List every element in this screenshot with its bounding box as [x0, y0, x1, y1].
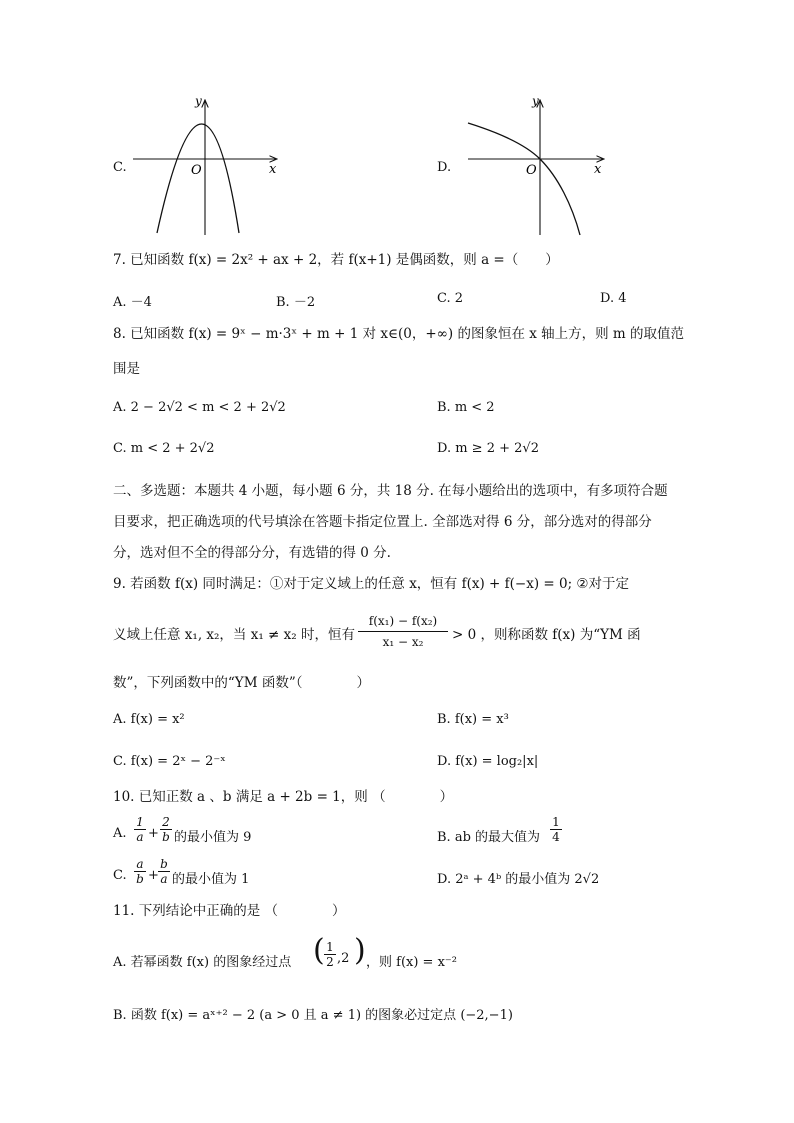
q9-fraction	[358, 614, 448, 649]
frac-num: 1	[324, 940, 336, 955]
q8-option-a: A. 2 − 2√2 < m < 2 + 2√2	[113, 400, 286, 415]
question-8-line2: 围是	[113, 361, 140, 377]
section-2-line3: 分，选对但不全的得部分分，有选错的得 0 分.	[113, 545, 391, 561]
question-9-line1: 9. 若函数 f(x) 同时满足：①对于定义域上的任意 x，恒有 f(x) + f(−x) = 0; ②对于定	[113, 576, 630, 592]
origin-label: O	[526, 163, 537, 178]
q7-option-d: D. 4	[600, 291, 627, 306]
q10-option-c-text: 的最小值为 1	[172, 872, 250, 887]
q11-a-point: ,2	[337, 951, 350, 966]
question-11: 11. 下列结论中正确的是 （ ）	[113, 903, 346, 919]
q10-option-c-label: C.	[113, 868, 127, 883]
q10-c-frac1	[134, 857, 146, 886]
x-axis-label: x	[594, 162, 602, 177]
q10-a-frac2	[160, 815, 172, 844]
q7-option-c: C. 2	[437, 291, 464, 306]
q8-option-b: B. m < 2	[437, 400, 495, 415]
section-2-line1: 二、多选题：本题共 4 小题，每小题 6 分，共 18 分. 在每小题给出的选项中，有多项符合题	[113, 483, 668, 499]
graph-c	[125, 95, 285, 240]
q10-b-frac	[550, 815, 562, 844]
q10-a-frac1	[134, 815, 146, 844]
q10-c-frac2	[158, 857, 170, 886]
question-10: 10. 已知正数 a 、b 满足 a + 2b = 1，则 （ ）	[113, 789, 454, 805]
left-paren: (	[313, 933, 325, 968]
option-c-label: C.	[113, 160, 127, 175]
q9-option-c: C. f(x) = 2ˣ − 2⁻ˣ	[113, 754, 226, 769]
q9-fraction-numerator: f(x₁) − f(x₂)	[358, 614, 448, 632]
question-8-line1: 8. 已知函数 f(x) = 9ˣ − m·3ˣ + m + 1 对 x∈(0，+∞) 的图象恒在 x 轴上方，则 m 的取值范	[113, 326, 685, 342]
q9-option-a: A. f(x) = x²	[113, 712, 185, 727]
q11-a-frac	[324, 940, 336, 969]
frac-num: 1	[550, 815, 562, 830]
q10-option-b-text: B. ab 的最大值为	[437, 830, 541, 845]
section-2-line2: 目要求，把正确选项的代号填涂在答题卡指定位置上. 全部选对得 6 分，部分选对的得部分	[113, 514, 652, 530]
q8-option-c: C. m < 2 + 2√2	[113, 441, 215, 456]
graph-d	[460, 95, 620, 240]
q9-option-d: D. f(x) = log₂|x|	[437, 754, 539, 769]
frac-den: a	[160, 872, 168, 886]
q9-option-b: B. f(x) = x³	[437, 712, 509, 727]
x-axis-label: x	[269, 162, 277, 177]
y-axis-label: y	[532, 95, 539, 108]
question-9-line3: 数”，下列函数中的“YM 函数”（ ）	[113, 675, 370, 691]
question-9-line2b: > 0 ，则称函数 f(x) 为“YM 函	[452, 627, 641, 643]
question-7: 7. 已知函数 f(x) = 2x² + ax + 2，若 f(x+1) 是偶函数，则 a =（ ）	[113, 252, 559, 268]
q9-fraction-denominator: x₁ − x₂	[382, 635, 424, 649]
plus-sign: +	[148, 868, 159, 883]
question-9-line2a: 义域上任意 x₁, x₂，当 x₁ ≠ x₂ 时，恒有	[113, 627, 355, 643]
right-paren: )	[354, 933, 366, 968]
frac-num: 1	[134, 815, 146, 830]
frac-den: 4	[552, 830, 560, 844]
y-axis-label: y	[195, 95, 202, 108]
option-d-label: D.	[437, 160, 452, 175]
plus-sign: +	[148, 826, 159, 841]
q8-option-d: D. m ≥ 2 + 2√2	[437, 441, 539, 456]
q7-option-a: A. －4	[113, 295, 152, 310]
q7-option-b: B. －2	[276, 295, 316, 310]
frac-den: a	[136, 830, 144, 844]
frac-den: 2	[326, 955, 334, 969]
origin-label: O	[191, 163, 202, 178]
frac-num: b	[158, 857, 170, 872]
frac-den: b	[136, 872, 144, 886]
frac-num: 2	[160, 815, 172, 830]
frac-den: b	[162, 830, 170, 844]
q10-option-a-label: A.	[113, 826, 127, 841]
q10-option-d: D. 2ᵃ + 4ᵇ 的最小值为 2√2	[437, 872, 600, 887]
q10-option-a-text: 的最小值为 9	[174, 830, 252, 845]
decreasing-curve	[468, 123, 580, 235]
q11-option-b: B. 函数 f(x) = aˣ⁺² − 2 (a > 0 且 a ≠ 1) 的图象必过定点 (−2,−1)	[113, 1008, 513, 1023]
frac-num: a	[134, 857, 146, 872]
q11-option-a-text: A. 若幂函数 f(x) 的图象经过点	[113, 955, 292, 970]
q11-option-a-post: ，则 f(x) = x⁻²	[366, 955, 457, 970]
parabola-curve	[157, 124, 239, 233]
